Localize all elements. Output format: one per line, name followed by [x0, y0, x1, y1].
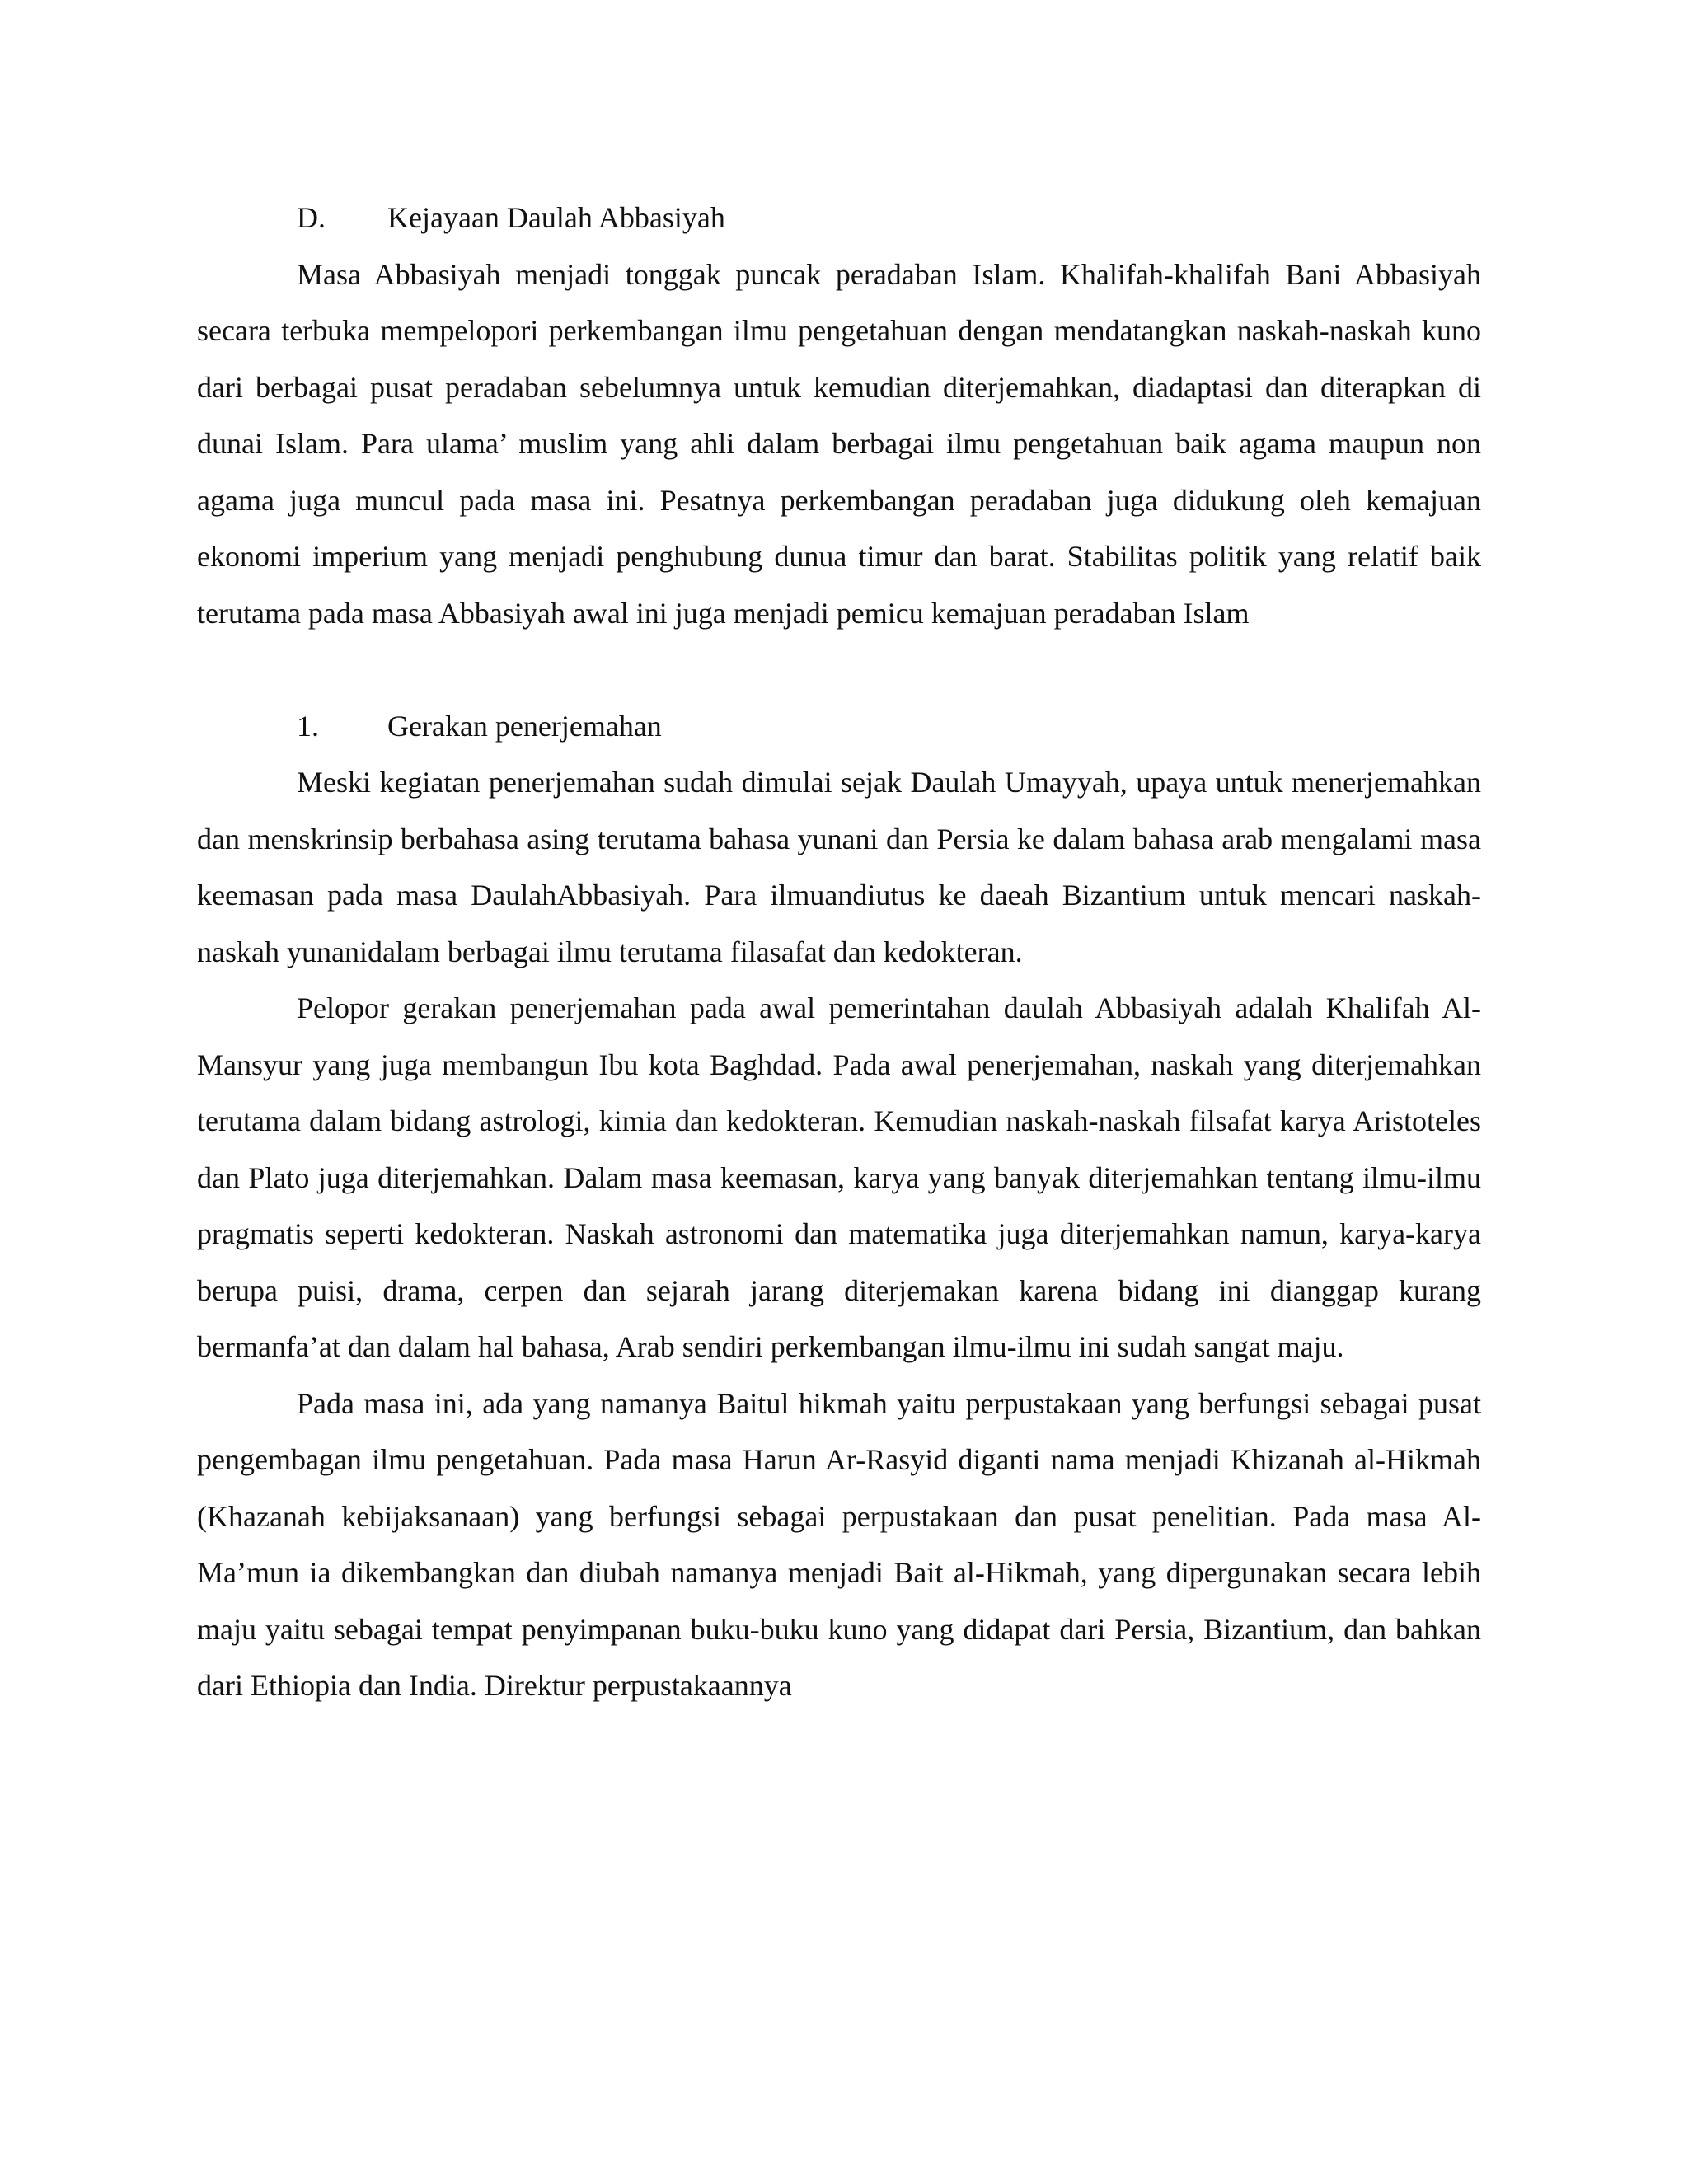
blank-line — [197, 641, 1481, 698]
subsection-title: Gerakan penerjemahan — [387, 709, 662, 743]
section-heading — [197, 190, 1481, 246]
paragraph-translation-movement: Meski kegiatan penerjemahan sudah dimulai sejak Daulah Umayyah, upaya untuk menerjemahkan dan menskrinsip berbahasa asing terutama bahasa yunani dan Persia ke dalam bahasa arab mengalami masa keemasan pada masa DaulahAbbasiyah. Para ilmuandiutus ke daeah Bizantium untuk mencari naskah-naskah yunanidalam berbagai ilmu terutama filasafat dan kedokteran. — [197, 766, 1481, 968]
section-title: Kejayaan Daulah Abbasiyah — [387, 201, 725, 234]
paragraph-pioneer: Pelopor gerakan penerjemahan pada awal pemerintahan daulah Abbasiyah adalah Khalifah Al-Mansyur yang juga membangun Ibu kota Baghdad. Pada awal penerjemahan, naskah yang diterjemahkan terutama dalam bidang astrologi, kimia dan kedokteran. Kemudian naskah-naskah filsafat karya Aristoteles dan Plato juga diterjemahkan. Dalam masa keemasan, karya yang banyak diterjemahkan tentang ilmu-ilmu pragmatis seperti kedokteran. Naskah astronomi dan matematika juga diterjemahkan namun, karya-karya berupa puisi, drama, cerpen dan sejarah jarang diterjemakan karena bidang ini dianggap kurang bermanfa’at dan dalam hal bahasa, Arab sendiri perkembangan ilmu-ilmu ini sudah sangat maju. — [197, 991, 1481, 1363]
section-marker: D. — [297, 201, 326, 234]
paragraph-baitul-hikmah: Pada masa ini, ada yang namanya Baitul hikmah yaitu perpustakaan yang berfungsi sebagai pusat pengembagan ilmu pengetahuan. Pada masa Harun Ar-Rasyid diganti nama menjadi Khizanah al-Hikmah (Khazanah kebijaksanaan) yang berfungsi sebagai perpustakaan dan pusat penelitian. Pada masa Al-Ma’mun ia dikembangkan dan diubah namanya menjadi Bait al-Hikmah, yang dipergunakan secara lebih maju yaitu sebagai tempat penyimpanan buku-buku kuno yang didapat dari Persia, Bizantium, dan bahkan dari Ethiopia dan India. Direktur perpustakaannya — [197, 1386, 1481, 1702]
subsection-heading — [197, 698, 1481, 755]
document-body — [197, 190, 1481, 1714]
section-paragraph: Masa Abbasiyah menjadi tonggak puncak peradaban Islam. Khalifah-khalifah Bani Abbasiyah secara terbuka mempelopori perkembangan ilmu pengetahuan dengan mendatangkan naskah-naskah kuno dari berbagai pusat peradaban sebelumnya untuk kemudian diterjemahkan, diadaptasi dan diterapkan di dunai Islam. Para ulama’ muslim yang ahli dalam berbagai ilmu pengetahuan baik agama maupun non agama juga muncul pada masa ini. Pesatnya perkembangan peradaban juga didukung oleh kemajuan ekonomi imperium yang menjadi penghubung dunua timur dan barat. Stabilitas politik yang relatif baik terutama pada masa Abbasiyah awal ini juga menjadi pemicu kemajuan peradaban Islam — [197, 257, 1481, 630]
subsection-marker: 1. — [297, 709, 319, 743]
